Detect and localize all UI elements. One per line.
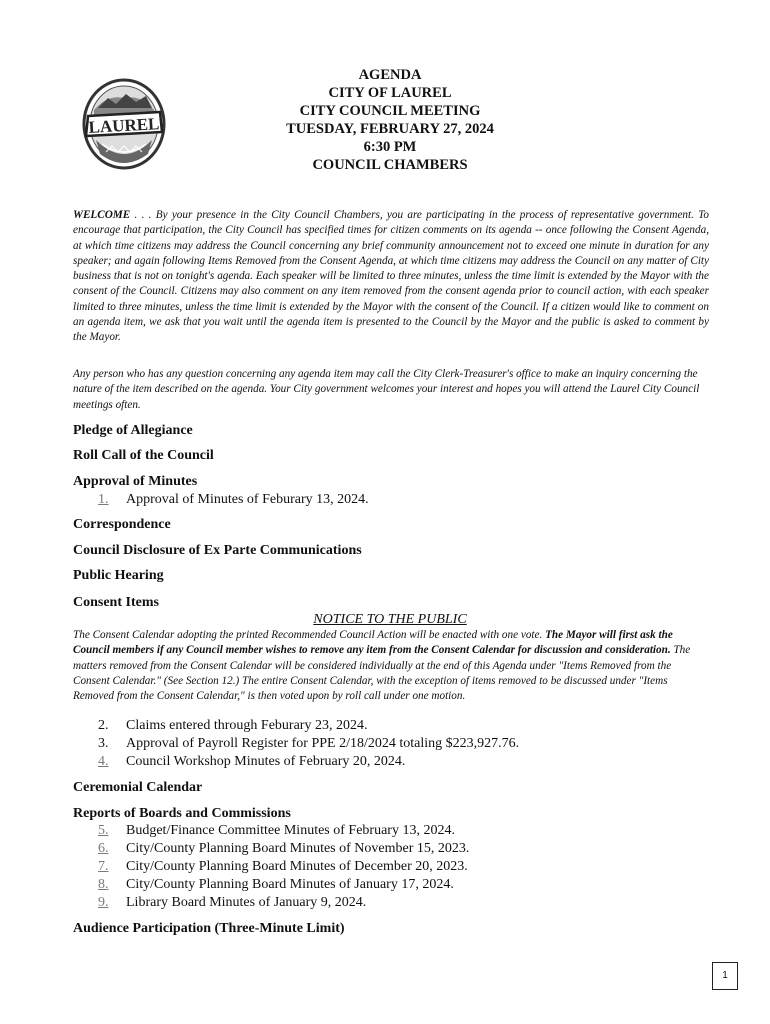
section-consent-items: Consent Items [73, 595, 159, 610]
header-time: 6:30 PM [363, 139, 417, 155]
agenda-item-9[interactable] [98, 894, 366, 912]
item-number-link[interactable]: 9. [98, 895, 109, 910]
item-text: Budget/Finance Committee Minutes of February 13, 2024. [126, 823, 455, 838]
agenda-item-7[interactable] [98, 858, 468, 876]
agenda-item-3 [98, 735, 519, 753]
city-seal-logo [78, 68, 170, 178]
agenda-item-2 [98, 717, 367, 735]
agenda-item-6[interactable] [98, 840, 469, 858]
agenda-item-1[interactable] [98, 491, 369, 509]
notice-text-1: The Consent Calendar adopting the printed Recommended Council Action will be enacted with one vote. [73, 629, 546, 641]
page-number: 1 [712, 962, 738, 990]
header-date: TUESDAY, FEBRUARY 27, 2024 [286, 121, 494, 137]
section-disclosure: Council Disclosure of Ex Parte Communications [73, 543, 362, 558]
section-reports: Reports of Boards and Commissions [73, 806, 291, 821]
item-number-link[interactable]: 4. [98, 754, 109, 769]
header-location: COUNCIL CHAMBERS [312, 157, 468, 173]
notice-title [0, 611, 770, 629]
agenda-item-5[interactable] [98, 822, 455, 840]
section-audience-participation: Audience Participation (Three-Minute Limit) [73, 921, 345, 936]
item-text: Council Workshop Minutes of February 20, 2024. [126, 754, 406, 769]
item-text: City/County Planning Board Minutes of December 20, 2023. [126, 859, 468, 874]
section-public-hearing: Public Hearing [73, 568, 164, 583]
seal-text: LAUREL [88, 114, 160, 137]
agenda-header [240, 66, 540, 174]
item-number-link[interactable]: 8. [98, 877, 109, 892]
agenda-item-8[interactable] [98, 876, 454, 894]
item-number-link[interactable]: 1. [98, 492, 109, 507]
section-correspondence: Correspondence [73, 517, 171, 532]
item-text: Approval of Payroll Register for PPE 2/18/2024 totaling $223,927.76. [126, 736, 520, 751]
item-number-link[interactable]: 5. [98, 823, 109, 838]
notice-text-bold: The Mayor will first ask the Council members if any Council member wishes to remove any item from the Consent Calendar for discussion and consideration. [73, 629, 673, 657]
item-text: City/County Planning Board Minutes of November 15, 2023. [126, 841, 470, 856]
section-ceremonial-calendar: Ceremonial Calendar [73, 780, 203, 795]
header-agenda: AGENDA [358, 67, 422, 83]
header-city: CITY OF LAUREL [328, 85, 452, 101]
agenda-item-4[interactable] [98, 753, 405, 771]
item-text: Approval of Minutes of Feburary 13, 2024. [126, 492, 369, 507]
item-number-link[interactable]: 7. [98, 859, 109, 874]
notice-text-2: The matters removed from the Consent Calendar will be considered individually at the end of this Agenda under "Items Removed from the Consent Calendar." (See Section 12.) The entire Consent Calendar, with the exception of items removed to be discussed under "Items Removed from the Consent Calendar," is then voted upon by roll call under one motion. [73, 644, 691, 703]
item-number: 3. [98, 736, 109, 751]
welcome-text: . . . By your presence in the City Council Chambers, you are participating in the process of representative government. To encourage that participation, the City Council has specified times for citizen comments on its agenda -- once following the Consent Agenda, at which time citizens may address the Council concerning any brief community announcement not to exceed one minute in duration for any speaker; and again following Items Removed from the Consent Agenda, at which time citizens may address the Council on any matter of City business that is not on tonight's agenda. Each speaker will be limited to three minutes, unless the time limit is extended by the Mayor with the consent of the Council. Citizens may also comment on any item removed from the consent agenda prior to council action, with each speaker limited to three minutes, unless the time limit is extended by the Mayor with the consent of the Council. If a citizen would like to comment on an agenda item, we ask that you wait until the agenda item is presented to the Council by the Mayor and the public is asked to comment by the Mayor. [73, 209, 709, 344]
notice-title-text: NOTICE TO THE PUBLIC [313, 612, 467, 627]
section-pledge: Pledge of Allegiance [73, 423, 193, 438]
welcome-paragraph [73, 208, 709, 346]
item-number-link[interactable]: 6. [98, 841, 109, 856]
section-approval-of-minutes: Approval of Minutes [73, 474, 198, 489]
welcome-lead: WELCOME [73, 209, 131, 221]
header-meeting: CITY COUNCIL MEETING [299, 103, 481, 119]
item-text: Library Board Minutes of January 9, 2024. [126, 895, 367, 910]
inquiry-paragraph: Any person who has any question concerning any agenda item may call the City Clerk-Treasurer's office to make an inquiry concerning the nature of the item described on the agenda. Your City government welcomes your interest and hopes you will attend the Laurel City Council meetings often. [73, 368, 700, 411]
notice-paragraph [73, 628, 703, 704]
item-text: Claims entered through Feburary 23, 2024. [126, 718, 368, 733]
item-number: 2. [98, 718, 109, 733]
section-roll-call: Roll Call of the Council [73, 448, 214, 463]
item-text: City/County Planning Board Minutes of January 17, 2024. [126, 877, 454, 892]
